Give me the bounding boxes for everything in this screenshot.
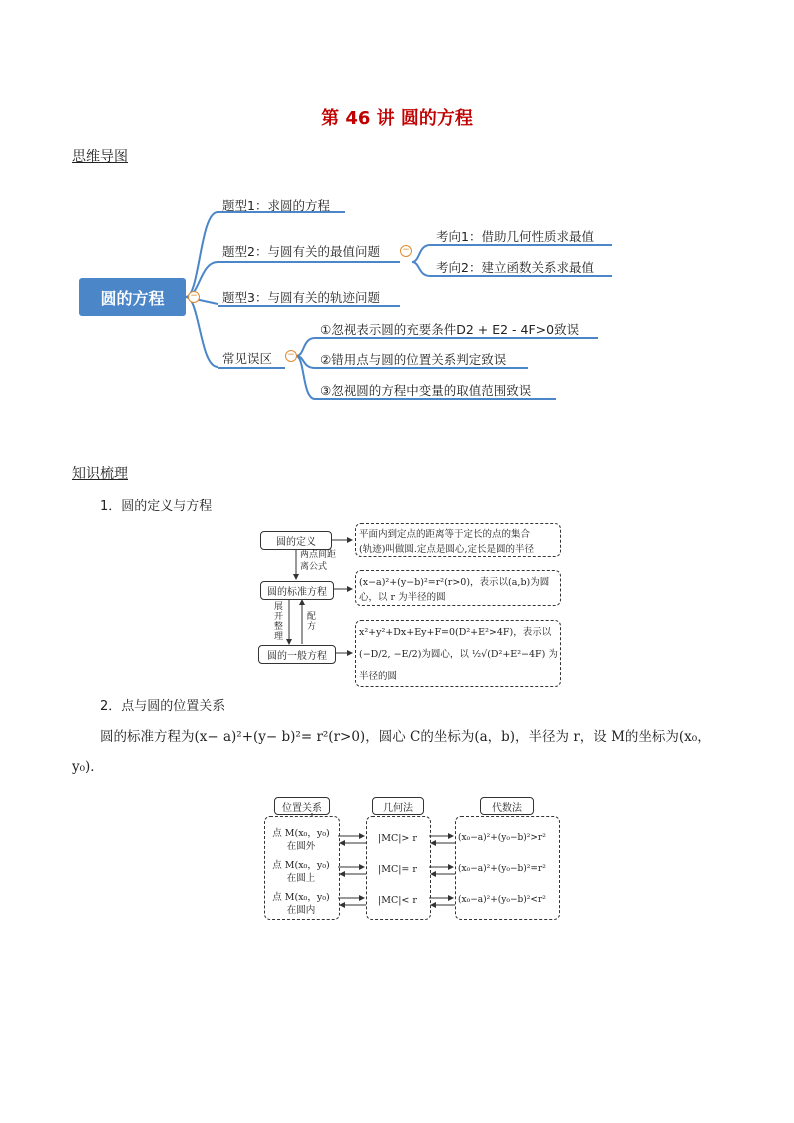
fig2-row3-geometric: |MC|< r xyxy=(378,895,417,906)
mindmap-branch-4-sub-2: ②错用点与圆的位置关系判定致误 xyxy=(320,352,507,367)
collapse-icon[interactable]: − xyxy=(400,245,412,257)
fig1-general-equation-text: 半径的圆 xyxy=(359,671,398,682)
fig1-standard-equation-text: 心，以 r 为半径的圆 xyxy=(359,592,446,603)
section-heading-mindmap: 思维导图 xyxy=(72,149,128,165)
fig2-row3-position: 点 M(x₀，y₀) xyxy=(272,892,330,903)
fig2-row1-position: 点 M(x₀，y₀) xyxy=(272,828,330,839)
fig1-complete-square-label: 配方 xyxy=(307,612,317,632)
fig2-row3-algebraic: (x₀−a)²+(y₀−b)²<r² xyxy=(458,895,546,905)
collapse-icon[interactable]: − xyxy=(285,350,297,362)
fig1-expand-label: 展开整理 xyxy=(274,602,284,642)
mindmap-branch-2: 题型2：与圆有关的最值问题 xyxy=(222,244,380,259)
fig2-row1-algebraic: (x₀−a)²+(y₀−b)²>r² xyxy=(458,833,546,843)
fig1-standard-equation-label: 圆的标准方程 xyxy=(260,581,334,600)
mindmap-branch-4-sub-1: ①忽视表示圆的充要条件D2 + E2 - 4F>0致误 xyxy=(320,322,580,337)
fig1-definition-text: (轨迹)叫做圆.定点是圆心,定长是圆的半径 xyxy=(359,544,534,555)
fig2-row1-position: 在圆外 xyxy=(286,841,316,852)
paragraph-line-1: 圆的标准方程为(x− a)²+(y− b)²= r²(r>0)，圆心 C的坐标为(a，b)，半径为 r，设 M的坐标为(x₀， xyxy=(100,729,711,745)
subsection-2-heading: 2．点与圆的位置关系 xyxy=(100,699,226,714)
fig1-definition-text: 平面内到定点的距离等于定长的点的集合 xyxy=(359,529,531,540)
mindmap-branch-3: 题型3：与圆有关的轨迹问题 xyxy=(222,290,380,305)
mindmap-branch-2-sub-2: 考向2：建立函数关系求最值 xyxy=(436,260,594,275)
fig2-row1-geometric: |MC|> r xyxy=(378,833,417,844)
section-heading-knowledge: 知识梳理 xyxy=(72,466,128,482)
fig2-header-algebraic: 代数法 xyxy=(480,797,534,815)
mindmap-root: 圆的方程 xyxy=(79,278,186,316)
mindmap-branch-2-sub-1: 考向1：借助几何性质求最值 xyxy=(436,229,594,244)
fig1-distance-formula-label: 离公式 xyxy=(300,562,328,572)
page-title: 第 46 讲 圆的方程 xyxy=(321,108,473,129)
fig2-header-position: 位置关系 xyxy=(274,797,330,815)
fig2-row3-position: 在圆内 xyxy=(286,905,316,916)
mindmap-branch-4: 常见误区 xyxy=(222,351,273,366)
fig2-row2-position: 在圆上 xyxy=(286,873,316,884)
fig1-general-equation-label: 圆的一般方程 xyxy=(258,645,336,664)
subsection-1-heading: 1．圆的定义与方程 xyxy=(100,499,213,514)
fig1-definition-label: 圆的定义 xyxy=(260,531,332,550)
collapse-icon[interactable]: − xyxy=(188,291,200,303)
mindmap-branch-1: 题型1：求圆的方程 xyxy=(222,198,330,213)
fig2-header-geometric: 几何法 xyxy=(372,797,424,815)
mindmap-branch-4-sub-3: ③忽视圆的方程中变量的取值范围致误 xyxy=(320,383,532,398)
fig2-row2-position: 点 M(x₀，y₀) xyxy=(272,860,330,871)
fig2-row2-algebraic: (x₀−a)²+(y₀−b)²=r² xyxy=(458,864,546,874)
fig1-general-equation-text: (−D/2, −E/2)为圆心，以 ½√(D²+E²−4F) 为 xyxy=(359,649,558,660)
fig1-distance-formula-label: 两点间距 xyxy=(300,550,337,560)
fig1-general-equation-text: x²+y²+Dx+Ey+F=0(D²+E²>4F)，表示以 xyxy=(359,627,552,638)
fig2-row2-geometric: |MC|= r xyxy=(378,864,417,875)
fig1-standard-equation-text: (x−a)²+(y−b)²=r²(r>0)，表示以(a,b)为圆 xyxy=(359,577,550,588)
paragraph-line-2: y₀)． xyxy=(72,759,104,775)
